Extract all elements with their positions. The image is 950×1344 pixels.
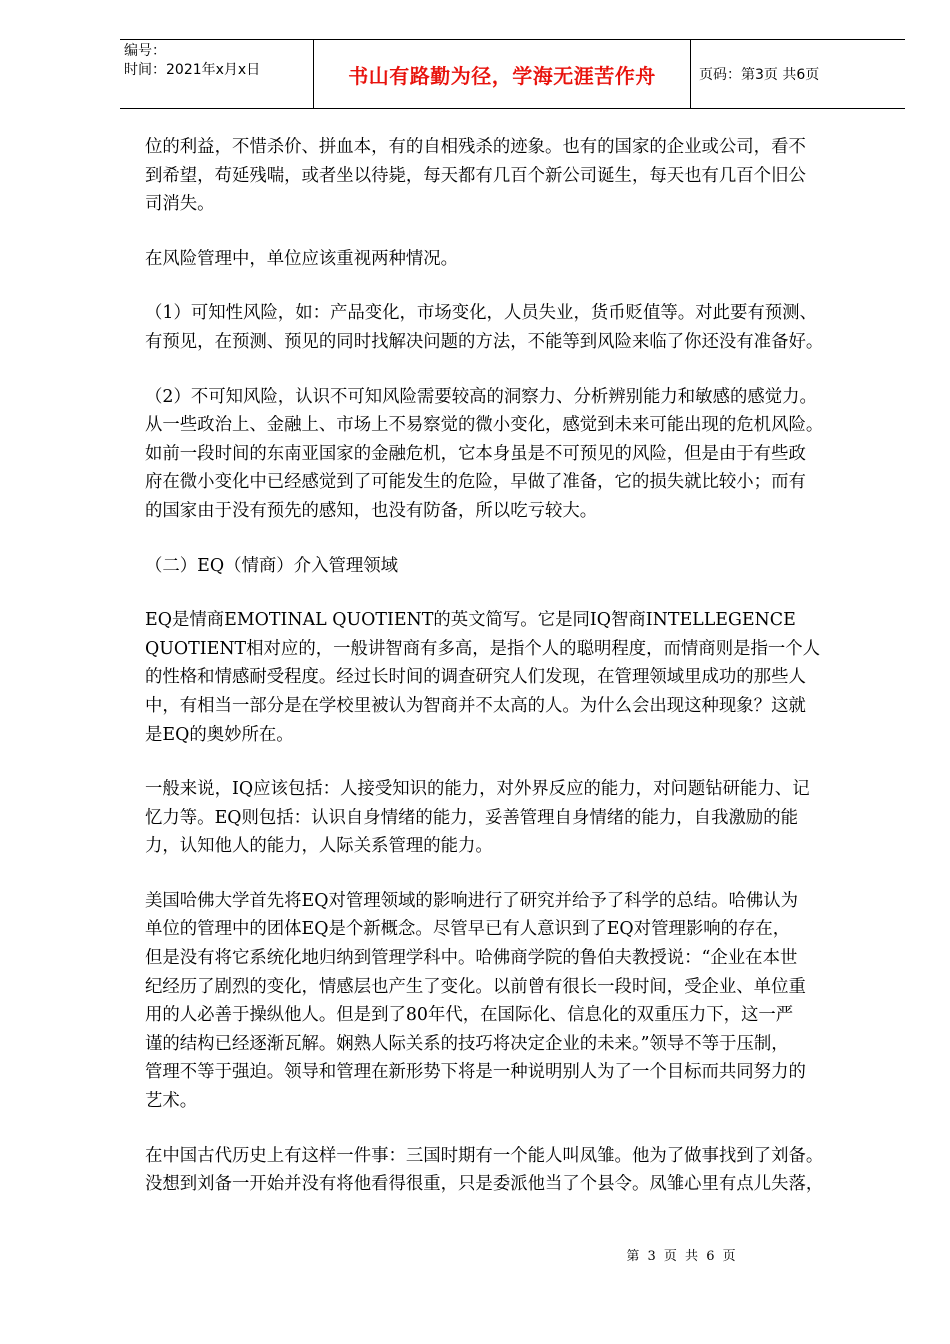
text-line: 管理不等于强迫。领导和管理在新形势下将是一种说明别人为了一个目标而共同努力的	[145, 1062, 806, 1083]
document-header	[120, 39, 905, 109]
text-line: EQ是情商EMOTINAL QUOTIENT的英文简写。它是同IQ智商INTELLEGENCE	[145, 610, 796, 631]
text-line: 单位的管理中的团体EQ是个新概念。尽管早已有人意识到了EQ对管理影响的存在，	[145, 919, 791, 940]
paragraph	[145, 1142, 885, 1199]
header-id-label: 编号：	[124, 43, 166, 59]
text-line: （1）可知性风险，如：产品变化，市场变化，人员失业，货币贬值等。对此要有预测、	[145, 303, 817, 324]
paragraph	[145, 775, 885, 861]
text-line: 忆力等。EQ则包括：认识自身情绪的能力，妥善管理自身情绪的能力，自我激励的能	[145, 807, 799, 828]
text-line: 一般来说，IQ应该包括：人接受知识的能力，对外界反应的能力，对问题钻研能力、记	[145, 779, 810, 800]
paragraph	[145, 887, 885, 1116]
text-line: 用的人必善于操纵他人。但是到了80年代，在国际化、信息化的双重压力下，这一严	[145, 1005, 794, 1026]
text-line: QUOTIENT相对应的，一般讲智商有多高，是指个人的聪明程度，而情商则是指一个人	[145, 638, 821, 659]
page-footer	[0, 1245, 950, 1264]
text-line: （2）不可知风险，认识不可知风险需要较高的洞察力、分析辨别能力和敏感的感觉力。	[145, 386, 817, 407]
header-motto: 书山有路勤为径，学海无涯苦作舟	[314, 40, 691, 108]
text-line: 到希望，苟延残喘，或者坐以待毙，每天都有几百个新公司诞生，每天也有几百个旧公	[145, 165, 806, 186]
text-line: 的性格和情感耐受程度。经过长时间的调查研究人们发现，在管理领域里成功的那些人	[145, 667, 806, 688]
text-line: 在中国古代历史上有这样一件事：三国时期有一个能人叫凤雏。他为了做事找到了刘备。	[145, 1145, 824, 1166]
text-line: （二）EQ（情商）介入管理领域	[145, 555, 399, 576]
text-line: 司消失。	[145, 194, 215, 215]
text-line: 如前一段时间的东南亚国家的金融危机，它本身虽是不可预见的风险，但是由于有些政	[145, 443, 806, 464]
text-line: 府在微小变化中已经感觉到了可能发生的危险，早做了准备，它的损失就比较小；而有	[145, 472, 806, 493]
header-time-label: 时间：2021年x月x日	[124, 62, 261, 78]
header-page-info: 页码：第3页 共6页	[699, 67, 820, 83]
text-line: 有预见，在预测、预见的同时找解决问题的方法，不能等到风险来临了你还没有准备好。	[145, 331, 824, 352]
paragraph	[145, 133, 885, 219]
footer-page-number: 第 3 页 共 6 页	[626, 1249, 738, 1264]
text-line: 从一些政治上、金融上、市场上不易察觉的微小变化，感觉到未来可能出现的危机风险。	[145, 415, 824, 436]
text-line: 的国家由于没有预先的感知，也没有防备，所以吃亏较大。	[145, 500, 598, 521]
paragraph	[145, 299, 885, 356]
document-body	[145, 133, 885, 1225]
text-line: 位的利益，不惜杀价、拼血本，有的自相残杀的迹象。也有的国家的企业或公司，看不	[145, 137, 806, 157]
text-line: 艺术。	[145, 1091, 198, 1112]
text-line: 在风险管理中，单位应该重视两种情况。	[145, 248, 459, 269]
text-line: 谨的结构已经逐渐瓦解。娴熟人际关系的技巧将决定企业的未来。”领导不等于压制，	[145, 1033, 789, 1054]
text-line: 纪经历了剧烈的变化，情感层也产生了变化。以前曾有很长一段时间，受企业、单位重	[145, 976, 806, 997]
text-line: 是EQ的奥妙所在。	[145, 724, 294, 745]
text-line: 没想到刘备一开始并没有将他看得很重，只是委派他当了个县令。凤雏心里有点儿失落，	[145, 1174, 824, 1195]
section-heading	[145, 552, 885, 581]
paragraph	[145, 606, 885, 749]
text-line: 美国哈佛大学首先将EQ对管理领域的影响进行了研究并给予了科学的总结。哈佛认为	[145, 890, 799, 911]
paragraph	[145, 245, 885, 274]
text-line: 但是没有将它系统化地归纳到管理学科中。哈佛商学院的鲁伯夫教授说：“企业在本世	[145, 948, 798, 969]
text-line: 力，认知他人的能力，人际关系管理的能力。	[145, 836, 493, 857]
text-line: 中，有相当一部分是在学校里被认为智商并不太高的人。为什么会出现这种现象？这就	[145, 695, 806, 716]
paragraph	[145, 383, 885, 526]
header-meta	[120, 40, 314, 108]
